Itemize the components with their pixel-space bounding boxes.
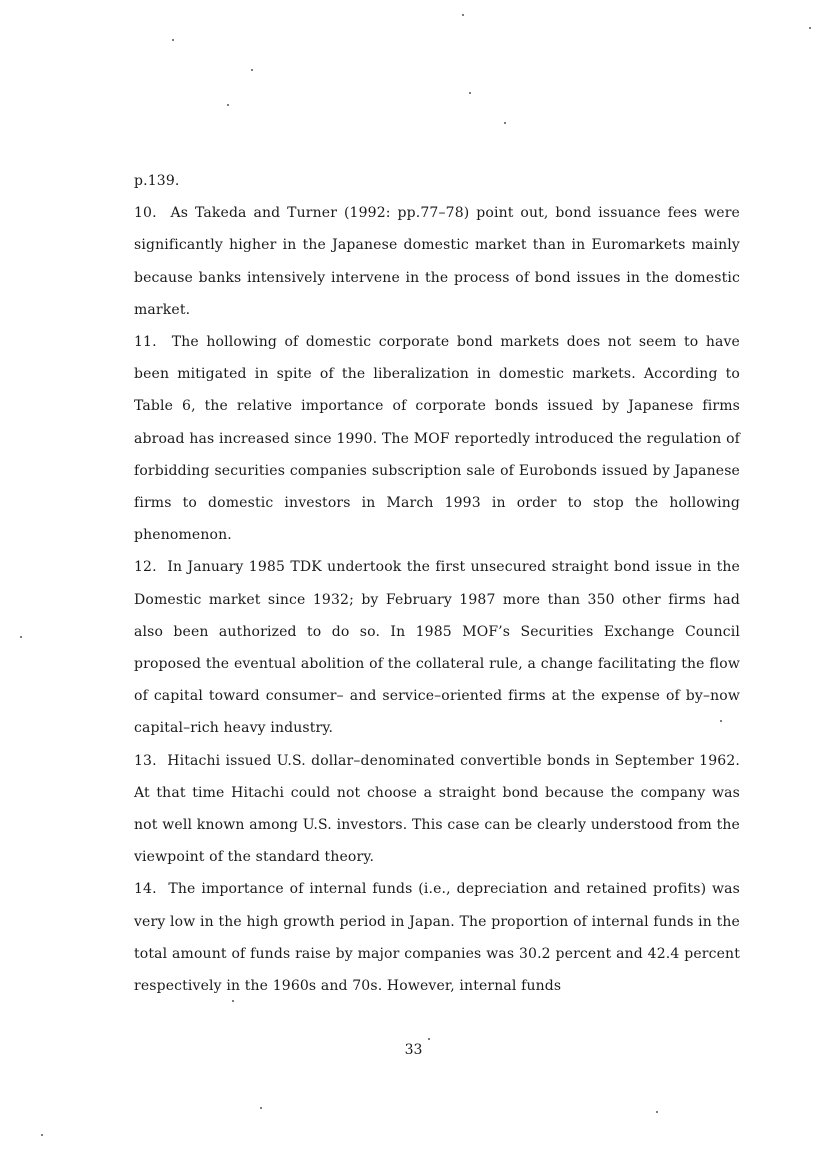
note-continuation: p.139. — [134, 173, 180, 189]
scan-speck — [41, 1134, 43, 1136]
note-12: 12. In January 1985 TDK undertook the first unsecured straight bond issue in the Domestic market since 1932; by February 1987 more than 350 other firms had also been authorized to do so. In 1985 MOF’s Securities Exchange Council proposed the eventual abolition of the collateral rule, a change facilitating the flow of capital toward consumer– and service–oriented firms at the expense of by–now capital–rich heavy industry. — [134, 559, 740, 737]
scan-speck — [504, 122, 506, 124]
scan-speck — [251, 69, 253, 71]
scan-speck — [469, 92, 471, 94]
scan-speck — [809, 27, 811, 29]
scan-speck — [462, 14, 464, 16]
scan-speck — [172, 39, 174, 41]
endnotes-text — [134, 165, 740, 1002]
page-number: 33 — [404, 1042, 423, 1058]
note-11: 11. The hollowing of domestic corporate bond markets does not seem to have been mitigated in spite of the liberalization in domestic markets. According to Table 6, the relative importance of corporate bonds issued by Japanese firms abroad has increased since 1990. The MOF reportedly introduced the regulation of forbidding securities companies subscription sale of Eurobonds issued by Japanese firms to domestic investors in March 1993 in order to stop the hollowing phenomenon. — [134, 334, 740, 544]
note-13: 13. Hitachi issued U.S. dollar–denominated convertible bonds in September 1962. At that time Hitachi could not choose a straight bond because the company was not well known among U.S. investors. This case can be clearly understood from the viewpoint of the standard theory. — [134, 752, 740, 866]
scan-speck — [656, 1111, 658, 1113]
scan-speck — [428, 1038, 430, 1040]
scan-speck — [20, 636, 22, 638]
scan-speck — [260, 1107, 262, 1109]
scan-speck — [232, 1000, 234, 1002]
scan-speck — [720, 720, 722, 722]
note-10: 10. As Takeda and Turner (1992: pp.77–78) point out, bond issuance fees were significantly higher in the Japanese domestic market than in Euromarkets mainly because banks intensively intervene in the process of bond issues in the domestic market. — [134, 205, 740, 318]
scan-speck — [227, 104, 229, 106]
note-14: 14. The importance of internal funds (i.e., depreciation and retained profits) was very low in the high growth period in Japan. The proportion of internal funds in the total amount of funds raise by major companies was 30.2 percent and 42.4 percent respectively in the 1960s and 70s. However, internal funds — [134, 881, 740, 995]
